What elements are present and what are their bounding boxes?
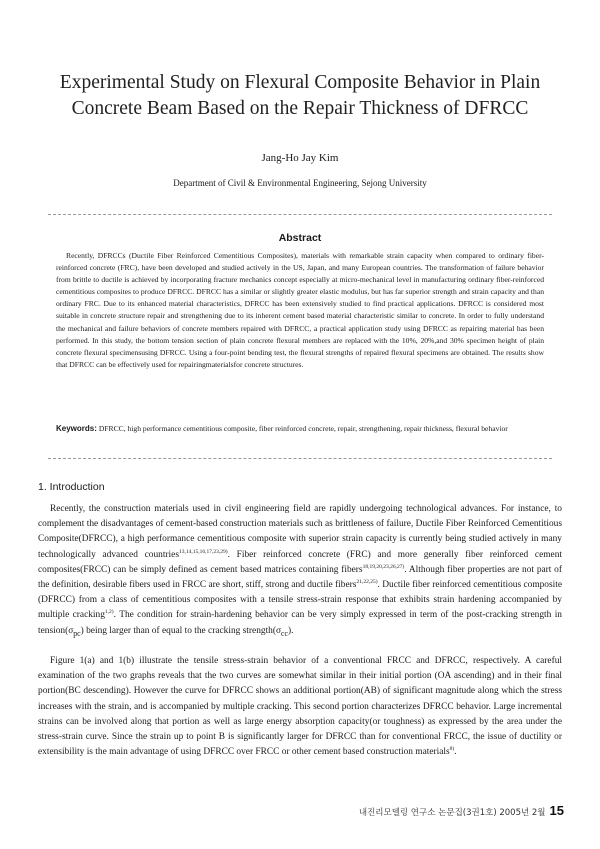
divider-top [48, 214, 552, 215]
subscript: cc [281, 628, 288, 638]
title-line-2: Concrete Beam Based on the Repair Thickness of DFRCC [71, 98, 529, 119]
text-run: Figure 1(a) and 1(b) illustrate the tensile stress-strain behavior of a conventional FRCC and DFRCC, respectively. A careful examination of the two graphs reveals that the two curves are somewhat similar in their initial portion (OA ascending) and in their final portion(BC descending). However the curve for DFRCC shows an additional portion(AB) of significant magnitude along which the stress increases with the strain, and is accompanied by multiple cracking. This second portion characterizes DFRCC behavior. Large incremental strains can be involved along that portion as well as large energy absorption capacity(or toughness) as expressed by the area under the stress-strain curve. Since the strain up to point B is significantly larger for DFRCC than for conventional FRCC, the issue of ductility or extensibility is the main advantage of using DFRCC over FRCC or other cement based construction materials [38, 656, 562, 758]
abstract-text: Recently, DFRCCs (Ductile Fiber Reinforced Cementitious Composites), materials with remarkable strain capacity when compared to ordinary fiber-reinforced concrete (FRC), have been developed and studied actively in the US, Japan, and many European countries. The transformation of failure behavior from brittle to ductile is achieved by incorporating fracture mechanics concept especially at micro-mechanical level in manufacturing ordinary fiber-reinforced cementitious composites to produce DFRCC. DFRCC has a similar or slightly greater elastic modulus, but has far superior strength and strain capacity and than ordinary FRC. Due to its enhanced material characteristics, DFRCC has been extensively studied to find practical applications. DFRCC is considered most suitable in concrete structure repair and strengthening due to its inherent cement based material characteristic similar to concrete. In order to fully understand the mechanical and failure behaviors of concrete members repaired with DFRCC, a practical application study using DFRCC as repairing material has been performed. In this study, the bottom tension section of plain concrete flexural members are replaced with the 10%, 20%,and 30% specimen height of plain concrete flexural specimensusing DFRCC. Using a four-point bending test, the flexural strengths of repaired flexural specimens are obtained. The results show that DFRCC can be effectively used for repairingmaterialsfor concrete structures. [56, 251, 544, 369]
reference-superscript: 1,2) [104, 609, 114, 616]
author-affiliation: Department of Civil & Environmental Engineering, Sejong University [173, 178, 427, 188]
page-number: 15 [549, 803, 564, 818]
author-name: Jang-Ho Jay Kim [261, 152, 339, 164]
text-run: ). [288, 625, 294, 636]
keywords-label: Keywords: [56, 424, 97, 433]
text-run: ) being larger than of equal to the cracking strength(σ [80, 625, 282, 636]
reference-superscript: 18,19,20,23,26,27) [362, 563, 405, 570]
text-run: . Although fiber properties are not part of the definition, desirable fibers used in FRCC are short, stiff, strong and ductile fibers [38, 564, 562, 591]
reference-superscript: 21,22,25) [356, 578, 378, 585]
text-run: . Fiber reinforced concrete (FRC) and more generally fiber reinforced cement composites(FRCC) can be simply defined as cement based matrices containing fibers [38, 549, 562, 575]
keywords [56, 423, 544, 435]
divider-bottom [48, 458, 552, 459]
reference-superscript: 8) [449, 746, 455, 753]
title-line-1: Experimental Study on Flexural Composite Behavior in Plain [59, 72, 541, 93]
paper-title [20, 70, 580, 122]
page-footer [359, 803, 564, 818]
text-run: . [454, 747, 457, 758]
journal-name: 내진리모델링 연구소 논문집(3권1호) 2005년 2월 [358, 808, 546, 818]
text-run: . Ductile fiber reinforced cementitious composite (DFRCC) from a class of cementitious composites with a tensile stress-strain response that exhibits strain hardening accompanied by multiple cracking [38, 580, 563, 621]
reference-superscript: 13,14,15,16,17,23,29) [178, 548, 228, 555]
text-run: Recently, the construction materials used in civil engineering field are rapidly undergoing technological advances. For instance, to complement the disadvantages of cement-based construction materials such as brittleness of failure, Ductile Fiber Reinforced Cementitious Composite(DFRCC), a high performance cementitious composite with superior strain capacity is currently being studied actively in many technologically advanced countries [38, 504, 562, 560]
intro-paragraph-1 [38, 502, 562, 641]
text-run: . The condition for strain-hardening behavior can be very simply expressed in term of the post-cracking strength in tension(σ [38, 610, 562, 636]
abstract-heading: Abstract [278, 232, 322, 244]
section-heading: 1. Introduction [38, 481, 105, 493]
keywords-text: DFRCC, high performance cementitious composite, fiber reinforced concrete, repair, strengthening, repair thickness, flexural behavior [98, 424, 508, 433]
subscript: pc [73, 628, 81, 638]
intro-paragraph-2 [38, 654, 562, 760]
